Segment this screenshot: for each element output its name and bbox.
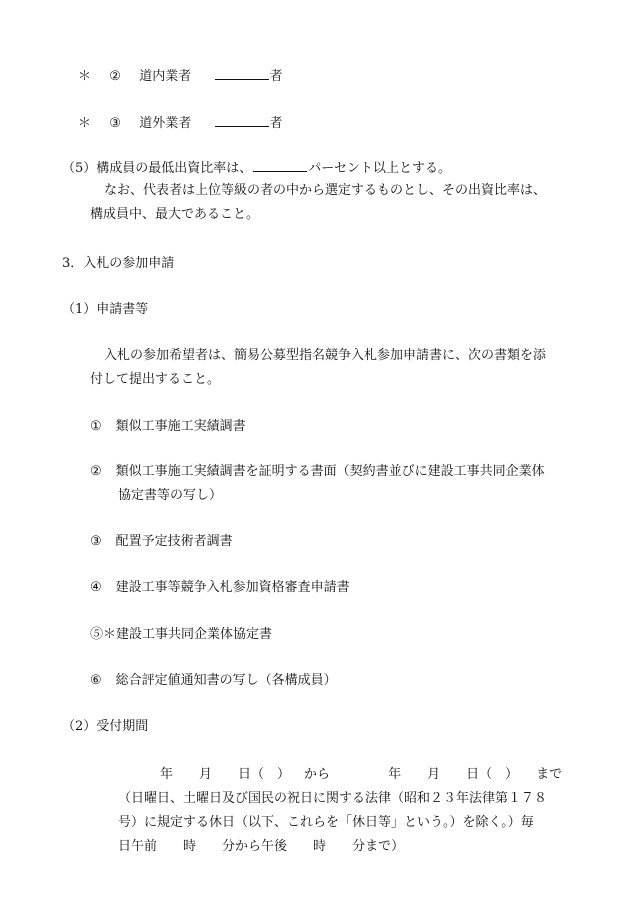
period-line (160, 767, 562, 783)
member-label: 道外業者 (139, 116, 192, 131)
section5-head (62, 159, 451, 177)
member-suffix: 者 (269, 116, 283, 131)
item-number: ③ (90, 534, 102, 549)
item-number: ① (90, 419, 102, 434)
item-text: 配置予定技術者調書 (115, 534, 233, 549)
hours-hour1: 時 (183, 839, 197, 854)
period-year-from: 年 (160, 767, 174, 782)
sub1-para-line2: 付して提出すること。 (90, 372, 221, 387)
item-text: ＊建設工事共同企業体協定書 (103, 627, 273, 642)
period-day-to: 日（ ） (466, 767, 519, 782)
list-item (90, 580, 350, 596)
list-item-continuation: 協定書等の写し） (118, 488, 223, 503)
period-year-to: 年 (388, 767, 402, 782)
period-month-from: 月 (199, 767, 213, 782)
list-item (90, 419, 246, 435)
section5-line2: なお、代表者は上位等級の者の中から選定するものとし、その出資比率は、 (104, 183, 547, 198)
list-item (90, 534, 233, 550)
member-suffix: 者 (269, 69, 283, 84)
item-text: 総合評定値通知書の写し（各構成員） (115, 673, 337, 688)
hours-hour2: 時 (313, 839, 327, 854)
item-number: ② (109, 69, 121, 84)
item-number: ⑤ (90, 627, 104, 642)
period-until-word: まで (536, 767, 563, 782)
asterisk-mark: ＊ (78, 116, 92, 131)
item-text: 類似工事施工実績調書 (115, 419, 246, 434)
member-row-in-prefecture (78, 67, 283, 85)
period-hours-line (118, 839, 404, 855)
list-item (90, 627, 272, 643)
list-item (90, 464, 545, 480)
item-number: ③ (109, 116, 121, 131)
section5-head-suffix: パーセント以上とする。 (308, 161, 452, 176)
item-text: 建設工事等競争入札参加資格審査申請書 (115, 580, 350, 595)
hours-end: 分まで） (352, 839, 405, 854)
period-note-line2: 号）に規定する休日（以下、これらを「休日等」という。）を除く。）毎 (118, 815, 534, 830)
period-from-word: から (304, 767, 331, 782)
item-number: ② (90, 464, 102, 479)
list-item (90, 673, 337, 689)
item-text: 類似工事施工実績調書を証明する書面（契約書並びに建設工事共同企業体 (115, 464, 545, 479)
fill-in-blank (215, 67, 269, 80)
hours-pm: 分から午後 (222, 839, 288, 854)
member-label: 道内業者 (139, 69, 192, 84)
fill-in-blank (215, 114, 269, 127)
member-row-out-prefecture (78, 114, 283, 132)
sub1-para-line1: 入札の参加希望者は、簡易公募型指名競争入札参加申請書に、次の書類を添 (104, 348, 547, 363)
section5-head-text: （5）構成員の最低出資比率は、 (62, 161, 253, 176)
sub2-title: （2）受付期間 (62, 719, 149, 734)
period-day-from: 日（ ） (238, 767, 291, 782)
section5-line3: 構成員中、最大であること。 (90, 207, 260, 222)
asterisk-mark: ＊ (78, 69, 92, 84)
period-month-to: 月 (427, 767, 441, 782)
item-number: ⑥ (90, 673, 102, 688)
hours-am: 日午前 (118, 839, 158, 854)
fill-in-blank (253, 159, 307, 172)
period-note-line1: （日曜日、土曜日及び国民の祝日に関する法律（昭和２３年法律第１７８ (118, 791, 548, 806)
section3-title: 3．入札の参加申請 (62, 256, 175, 271)
sub1-title: （1）申請書等 (62, 302, 149, 317)
item-number: ④ (90, 580, 102, 595)
